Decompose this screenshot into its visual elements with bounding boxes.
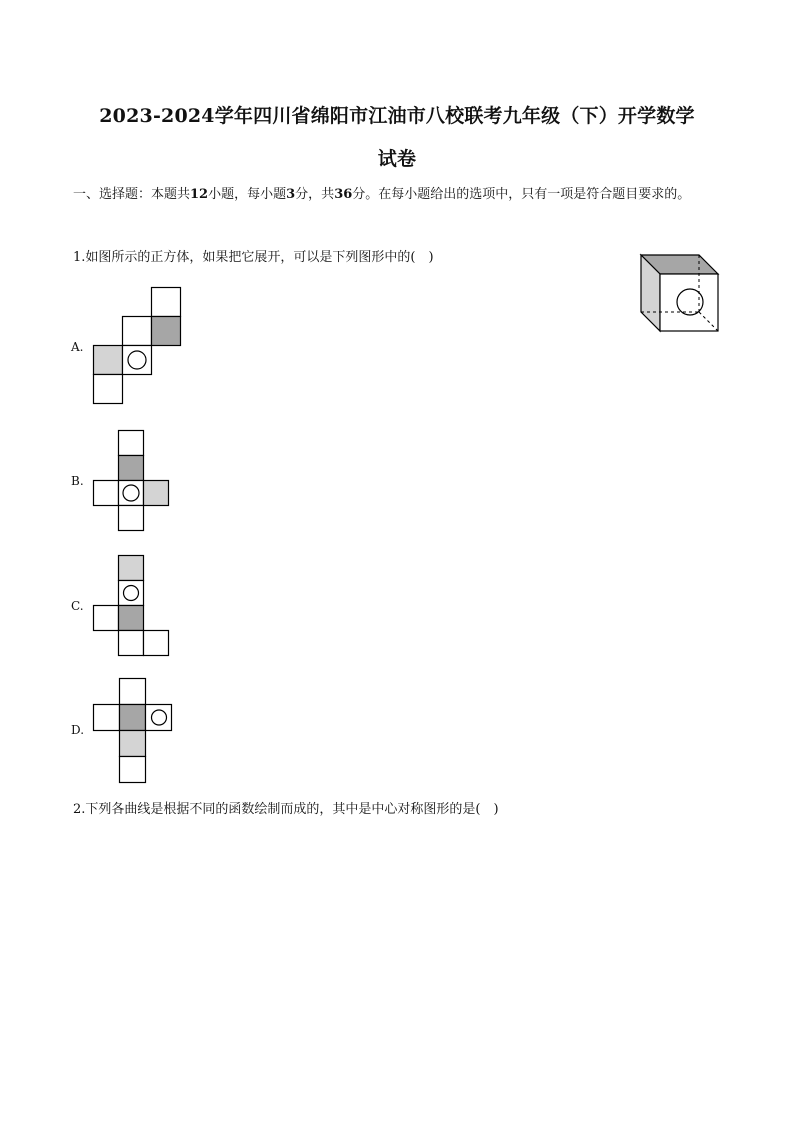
option-c-label: C. [71, 599, 84, 613]
net-face [120, 679, 146, 705]
net-face-light [119, 556, 144, 581]
net-face-circle [146, 705, 172, 731]
net-face [119, 506, 144, 531]
net-face-light [94, 346, 123, 375]
net-face-dark [120, 705, 146, 731]
option-d-net [93, 678, 175, 786]
option-a-label: A. [71, 340, 84, 354]
question-2-stem: 2.下列各曲线是根据不同的函数绘制而成的，其中是中心对称图形的是( ) [73, 802, 499, 817]
option-d-label: D. [71, 723, 85, 737]
net-face-dark [119, 456, 144, 481]
option-b-net [93, 430, 173, 534]
net-face-circle [119, 481, 144, 506]
page-title: 2023-2024学年四川省绵阳市江油市八校联考九年级（下）开学数学 [99, 105, 695, 127]
net-face [119, 631, 144, 656]
net-face-circle [123, 346, 152, 375]
net-face-light [144, 481, 169, 506]
net-face-light [120, 731, 146, 757]
page-title-continued: 试卷 [377, 148, 417, 170]
net-face [123, 317, 152, 346]
net-face [120, 757, 146, 783]
option-c-net [93, 555, 173, 659]
option-a-net [93, 287, 183, 405]
cube-figure [638, 252, 722, 332]
net-face [94, 705, 120, 731]
net-face [152, 288, 181, 317]
net-face [119, 431, 144, 456]
question-1-stem: 1.如图所示的正方体，如果把它展开，可以是下列图形中的( ) [73, 250, 434, 265]
net-face-dark [119, 606, 144, 631]
option-b-label: B. [71, 474, 84, 488]
net-face [94, 606, 119, 631]
net-face-circle [119, 581, 144, 606]
net-face [94, 375, 123, 404]
net-face [94, 481, 119, 506]
section-instructions: 一、选择题：本题共12小题，每小题3分，共36分。在每小题给出的选项中，只有一项是符合题目要求的。 [73, 187, 691, 202]
net-face-dark [152, 317, 181, 346]
net-face [144, 631, 169, 656]
